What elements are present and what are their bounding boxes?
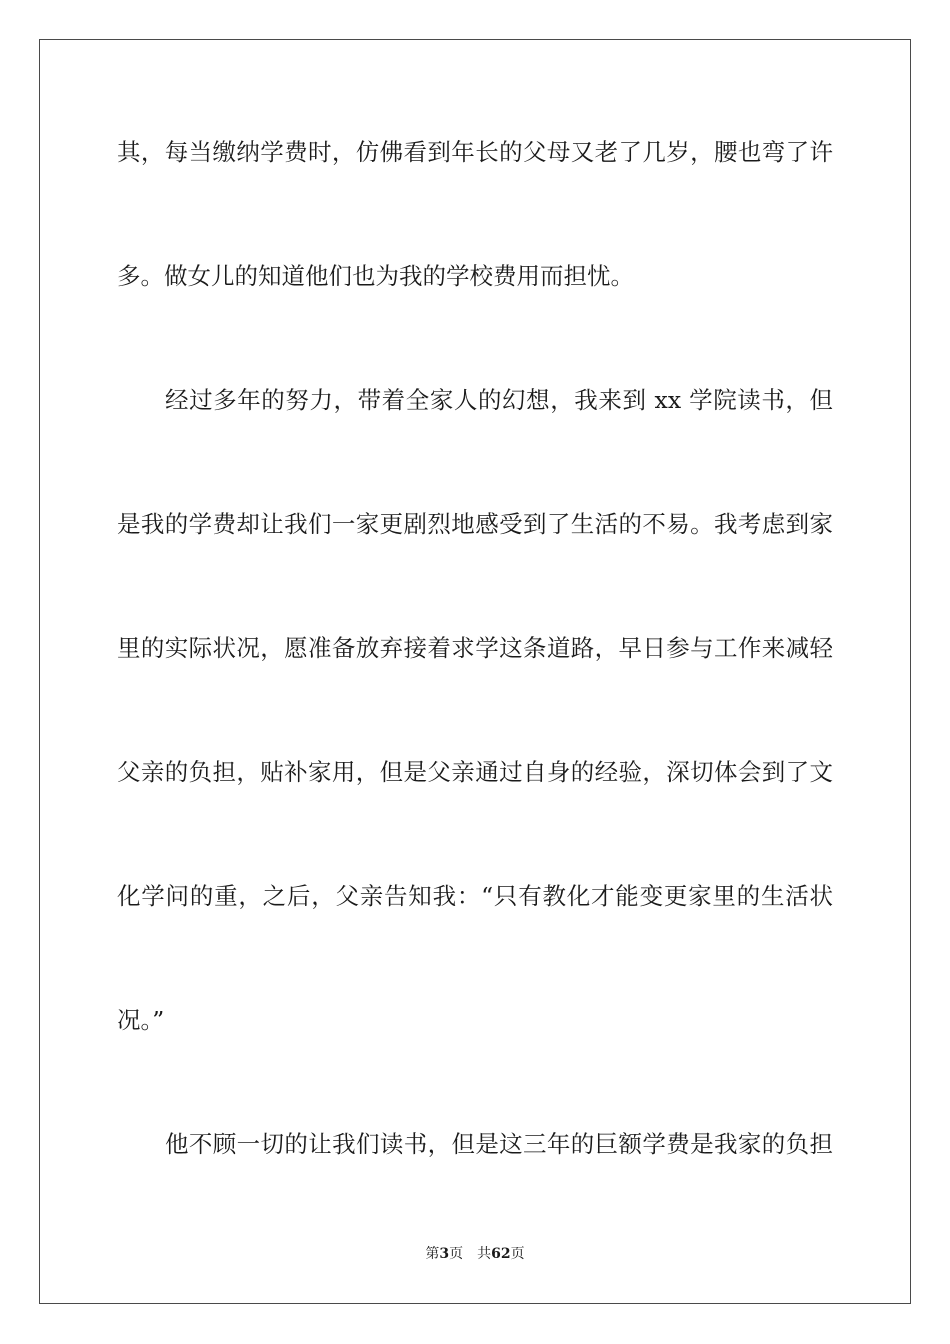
text-line-2: 多。做女儿的知道他们也为我的学校费用而担忧。 (117, 262, 634, 290)
footer-page-suffix: 页 (449, 1246, 464, 1262)
text-line-8: 况。” (117, 1006, 165, 1034)
footer-total-pages: 62 (491, 1246, 511, 1262)
page-footer (0, 1245, 950, 1263)
text-line-6: 父亲的负担，贴补家用，但是父亲通过自身的经验，深切体会到了文 (117, 758, 833, 786)
text-line-3: 经过多年的努力，带着全家人的幻想，我来到 xx 学院读书，但 (165, 386, 833, 414)
page-border (39, 39, 911, 1304)
text-line-9: 他不顾一切的让我们读书，但是这三年的巨额学费是我家的负担 (165, 1130, 833, 1158)
footer-total-prefix: 共 (477, 1246, 492, 1262)
text-line-7: 化学问的重，之后，父亲告知我：“只有教化才能变更家里的生活状 (117, 882, 833, 910)
footer-page-prefix: 第 (425, 1246, 440, 1262)
text-line-1: 其，每当缴纳学费时，仿佛看到年长的父母又老了几岁，腰也弯了许 (117, 138, 833, 166)
footer-page-number: 3 (439, 1246, 450, 1262)
text-line-5: 里的实际状况，愿准备放弃接着求学这条道路，早日参与工作来减轻 (117, 634, 833, 662)
text-line-4: 是我的学费却让我们一家更剧烈地感受到了生活的不易。我考虑到家 (117, 510, 833, 538)
footer-total-suffix: 页 (510, 1246, 525, 1262)
